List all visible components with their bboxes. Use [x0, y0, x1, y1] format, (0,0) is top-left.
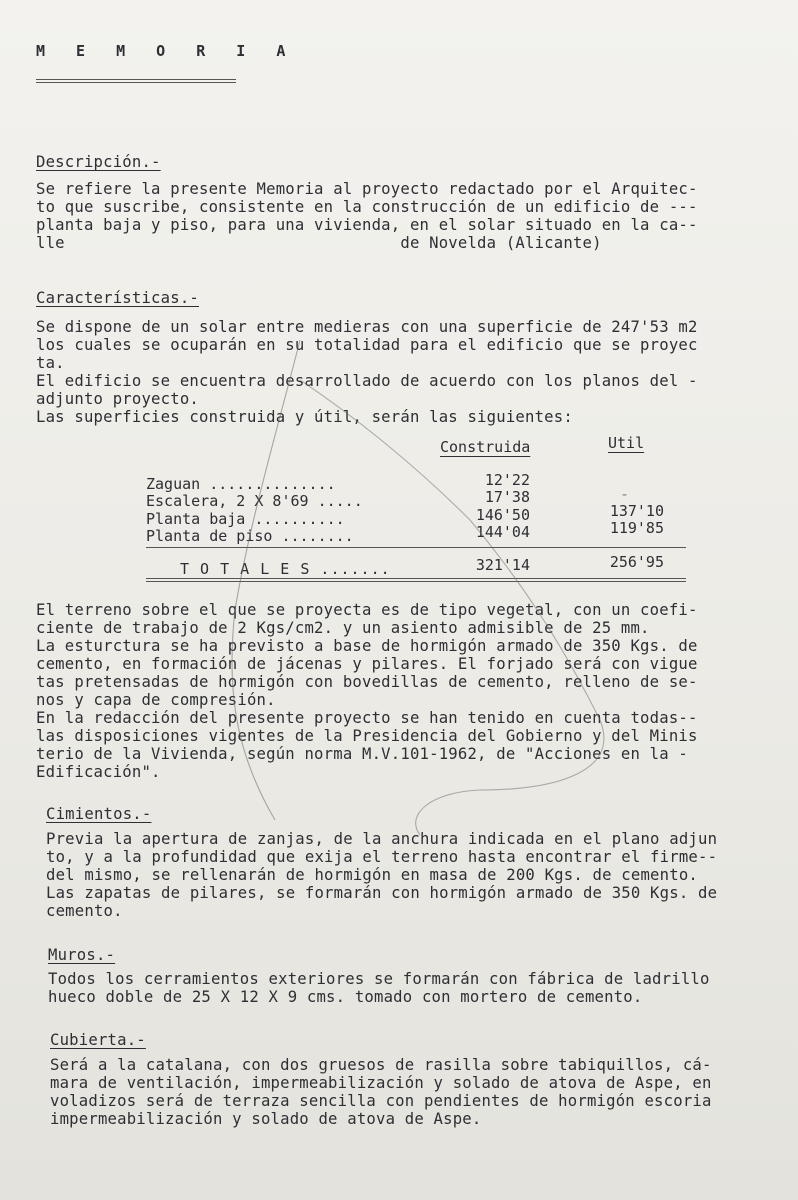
cimientos-line: to, y a la profundidad que exija el terreno hasta encontrar el firme-- [46, 848, 718, 866]
descripcion-line: to que suscribe, consistente en la construcción de un edificio de --- [36, 198, 698, 216]
table-row-label: Escalera, 2 X 8'69 ..... [146, 492, 363, 510]
cubierta-line: impermeabilización y solado de atova de Aspe. [50, 1110, 482, 1128]
table-cell-util: - [620, 485, 630, 503]
cimientos-line: del mismo, se rellenarán de hormigón en masa de 200 Kgs. de cemento. [46, 866, 698, 884]
totals-construida: 321'14 [475, 556, 530, 574]
table-cell-construida: 144'04 [475, 523, 530, 541]
table-rule [146, 547, 686, 548]
document-title: M E M O R I A [36, 42, 297, 60]
cubierta-line: Será a la catalana, con dos gruesos de rasilla sobre tabiquillos, cá- [50, 1056, 712, 1074]
table-row-label: Zaguan .............. [146, 475, 336, 493]
caracteristicas-line: ta. [36, 354, 65, 372]
table-cell-util: 137'10 [609, 502, 664, 520]
terreno-line: Edificación". [36, 763, 161, 781]
muros-line: Todos los cerramientos exteriores se formarán con fábrica de ladrillo [48, 970, 710, 988]
caracteristicas-line: Las superficies construida y útil, serán las siguientes: [36, 408, 573, 426]
heading-cubierta: Cubierta.- [50, 1031, 146, 1049]
terreno-line: El terreno sobre el que se proyecta es de tipo vegetal, con un coefi- [36, 601, 698, 619]
column-header-util: Util [608, 434, 645, 452]
descripcion-line: planta baja y piso, para una vivienda, en el solar situado en la ca-- [36, 216, 698, 234]
table-row-label: Planta de piso ........ [146, 527, 354, 545]
totals-double-rule [146, 578, 686, 582]
heading-descripcion: Descripción.- [36, 153, 161, 171]
muros-line: hueco doble de 25 X 12 X 9 cms. tomado con mortero de cemento. [48, 988, 643, 1006]
caracteristicas-line: El edificio se encuentra desarrollado de acuerdo con los planos del - [36, 372, 698, 390]
caracteristicas-line: adjunto proyecto. [36, 390, 199, 408]
terreno-line: En la redacción del presente proyecto se han tenido en cuenta todas-- [36, 709, 698, 727]
terreno-line: La esturctura se ha previsto a base de hormigón armado de 350 Kgs. de [36, 637, 698, 655]
totals-util: 256'95 [609, 553, 664, 571]
cimientos-line: Previa la apertura de zanjas, de la anchura indicada en el plano adjun [46, 830, 718, 848]
totals-label: T O T A L E S ....... [180, 560, 391, 578]
terreno-line: cemento, en formación de jácenas y pilares. El forjado será con vigue [36, 655, 698, 673]
table-cell-construida: 17'38 [484, 488, 530, 506]
table-row-label: Planta baja .......... [146, 510, 345, 528]
descripcion-line: Se refiere la presente Memoria al proyecto redactado por el Arquitec- [36, 180, 698, 198]
column-header-construida: Construida [440, 438, 531, 456]
caracteristicas-line: Se dispone de un solar entre medieras con una superficie de 247'53 m2 [36, 318, 698, 336]
heading-cimientos: Cimientos.- [46, 805, 152, 823]
terreno-line: terio de la Vivienda, según norma M.V.101-1962, de "Acciones en la - [36, 745, 688, 763]
terreno-line: nos y capa de compresión. [36, 691, 276, 709]
cubierta-line: mara de ventilación, impermeabilización y solado de atova de Aspe, en [50, 1074, 712, 1092]
title-double-underline [36, 79, 236, 83]
table-cell-construida: 146'50 [475, 506, 530, 524]
terreno-line: tas pretensadas de hormigón con bovedillas de cemento, relleno de se- [36, 673, 698, 691]
descripcion-line: lle de Novelda (Alicante) [36, 234, 602, 252]
terreno-line: las disposiciones vigentes de la Presidencia del Gobierno y del Minis [36, 727, 698, 745]
cimientos-line: Las zapatas de pilares, se formarán con hormigón armado de 350 Kgs. de [46, 884, 718, 902]
table-cell-construida: 12'22 [484, 471, 530, 489]
cubierta-line: voladizos será de terraza sencilla con pendientes de hormigón escoria [50, 1092, 712, 1110]
heading-muros: Muros.- [48, 946, 116, 964]
terreno-line: ciente de trabajo de 2 Kgs/cm2. y un asiento admisible de 25 mm. [36, 619, 650, 637]
caracteristicas-line: los cuales se ocuparán en su totalidad para el edificio que se proyec [36, 336, 698, 354]
heading-caracteristicas: Características.- [36, 289, 199, 307]
table-cell-util: 119'85 [609, 519, 664, 537]
cimientos-line: cemento. [46, 902, 123, 920]
